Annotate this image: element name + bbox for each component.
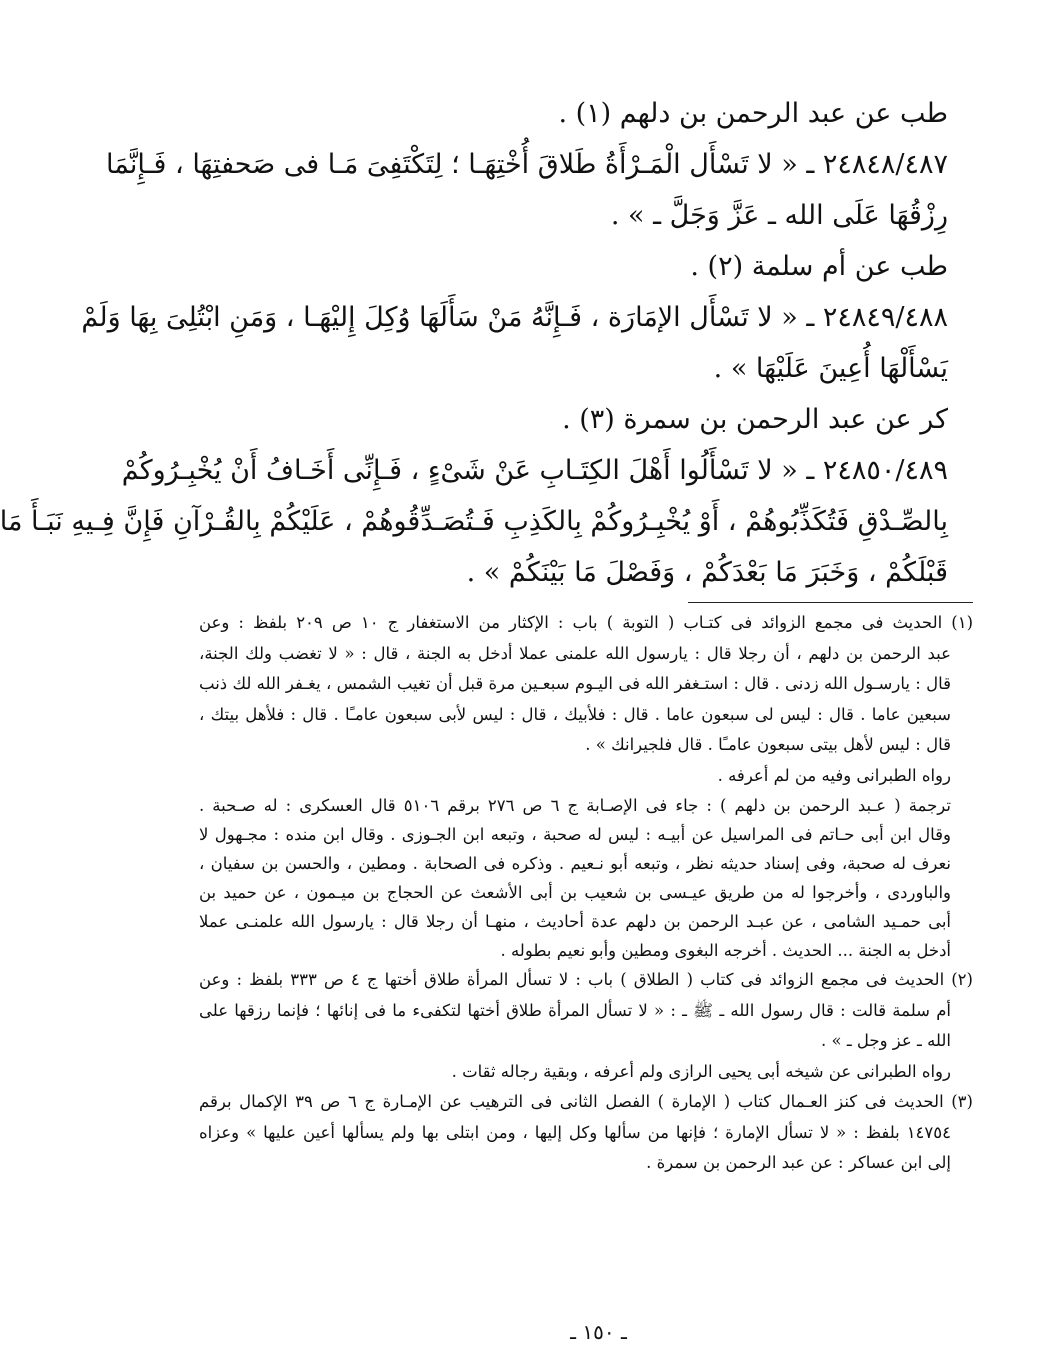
hadith-source-line: طب عن أم سلمة (٢) . — [690, 251, 948, 282]
footnote-separator — [688, 602, 973, 603]
footnote-line: نعرف له صحبة، وفى إسناد حديثه نظر ، وتبعه أبو نـعيم . وذكره فى الصحابة . ومطين ، والحسن بن سفيان ، — [199, 854, 951, 873]
hadith-text-line: بِالصِّـدْقِ فَتُكَذِّبُوهُمْ ، أَوْ يُخْبِـرُوكُمْ بِالكَذِبِ فَـتُصَـدِّقُوهُمْ ، عَلَيْكُمْ بِالقُـرْآنِ فَإِنَّ فِـيهِ نَبَـأَ مَا — [0, 506, 948, 537]
footnote-line: الله ـ عز وجل ـ » . — [820, 1031, 951, 1050]
footnote-line: إلى ابن عساكر : عن عبد الرحمن بن سمرة . — [646, 1153, 951, 1172]
main-text — [0, 88, 948, 598]
footnotes — [199, 608, 973, 1179]
footnote-line: أدخل به الجنة ... الحديث . أخرجه البغوى ومطين وأبو نعيم بطوله . — [500, 941, 951, 960]
footnote-line: والباوردى ، وأخرجوا له من طريق عيـسى بن شعيب بن أبى الأشعث عن الحجاج بن ميـمون ، عن حميد بن — [199, 883, 951, 902]
hadith-text-line: رِزْقُهَا عَلَى الله ـ عَزَّ وَجَلَّ ـ » . — [610, 200, 948, 231]
footnote-line: رواه الطبرانى عن شيخه أبى يحيى الرازى ولم أعرفه ، وبقية رجاله ثقات . — [451, 1061, 951, 1081]
footnote-line: أم سلمة قالت : قال رسول الله ـ ﷺ ـ : « لا تسأل المرأة طلاق أختها لتكفىء ما فى إنائها ؛ فإنما رزقها على — [199, 1000, 951, 1020]
footnote-line: (٢) الحديث فى مجمع الزوائد فى كتاب ( الطلاق ) باب : لا تسأل المرأة طلاق أختها ج ٤ ص ٣٣٣ بلفظ : وعن — [199, 970, 973, 989]
footnote-line: رواه الطبرانى وفيه من لم أعرفه . — [717, 765, 951, 785]
hadith-source-line: طب عن عبد الرحمن بن دلهم (١) . — [558, 98, 948, 129]
hadith-source-line: كر عن عبد الرحمن بن سمرة (٣) . — [562, 404, 948, 435]
footnote-line: قال : ليس لأهل بيتى سبعون عامـًا . قال فلجيرانك » . — [585, 735, 951, 754]
footnote-line: أبى حمـيد الشامى ، عن عبـد الرحمن بن دلهم عدة أحاديث ، منهـا أن رجلا قال : يارسول الله علمنـى عملا — [199, 912, 951, 931]
hadith-text-line: ٢٤٨٥٠/٤٨٩ ـ « لا تَسْأَلُوا أَهْلَ الكِتَـابِ عَنْ شَىْءٍ ، فَـإِنِّى أَخَـافُ أَنْ يُخْبِـرُوكُمْ — [121, 455, 948, 486]
hadith-text-line: قَبْلَكُمْ ، وَخَبَرَ مَا بَعْدَكُمْ ، وَفَصْلَ مَا بَيْنَكُمْ » . — [466, 557, 948, 588]
footnote-line: ترجمة ( عـبد الرحمن بن دلهم ) : جاء فى الإصـابة ج ٦ ص ٢٧٦ برقم ٥١٠٦ قال العسكرى : له صـحبة . — [199, 796, 951, 815]
hadith-text-line: ٢٤٨٤٩/٤٨٨ ـ « لا تَسْأَل الإمَارَة ، فَـإِنَّهُ مَنْ سَأَلَهَا وُكِلَ إِليْهَـا ، وَمَنِ ابْتُلِىَ بِهَا وَلَمْ — [81, 302, 948, 333]
hadith-text-line: يَسْأَلْهَا أُعِينَ عَلَيْهَا » . — [713, 353, 948, 384]
footnote-line: (٣) الحديث فى كنز العـمال كتاب ( الإمارة ) الفصل الثانى فى الترهيب عن الإمـارة ج ٦ ص ٣٩ الإكمال برقم — [199, 1092, 973, 1111]
footnote-line: عبد الرحمن بن دلهم ، أن رجلا قال : يارسول الله علمنى عملا أدخل به الجنة ، قال : « لا تغضب ولك الجنة، — [199, 643, 951, 663]
page-number: ـ ١٥٠ ـ — [570, 1320, 627, 1344]
footnote-line: وقال ابن أبى حـاتم فى المراسيل عن أبيـه : ليس له صحبة ، وتبعه ابن الجـوزى . وقال ابن منده : مجـهول لا — [199, 825, 951, 844]
footnote-line: (١) الحديث فى مجمع الزوائد فى كتـاب ( التوبة ) باب : الإكثار من الاستغفار ج ١٠ ص ٢٠٩ بلفظ : وعن — [199, 613, 973, 632]
footnote-line: ١٤٧٥٤ بلفظ : « لا تسأل الإمارة ؛ فإنها من سألها وكل إليها ، ومن ابتلى بها ولم يسألها أعين عليها » وعزاه — [199, 1122, 951, 1142]
footnote-line: قال : يارسـول الله زدنى . قال : استـغفر الله فى اليـوم سبعـين مرة قبل أن تغيب الشمس ، يغـفر الله لك ذنب — [199, 674, 951, 693]
footnote-line: سبعين عاما . قال : ليس لى سبعون عاما . قال : فلأبيك ، قال : ليس لأبى سبعون عامـًا . قال : فلأهل بيتك ، — [199, 704, 951, 724]
hadith-text-line: ٢٤٨٤٨/٤٨٧ ـ « لا تَسْأَل الْمَـرْأَةُ طَلاقَ أُخْتِهَـا ؛ لِتَكْتَفِىَ مَـا فى صَحفتِهَا ، فَـإِنَّمَا — [106, 149, 948, 180]
